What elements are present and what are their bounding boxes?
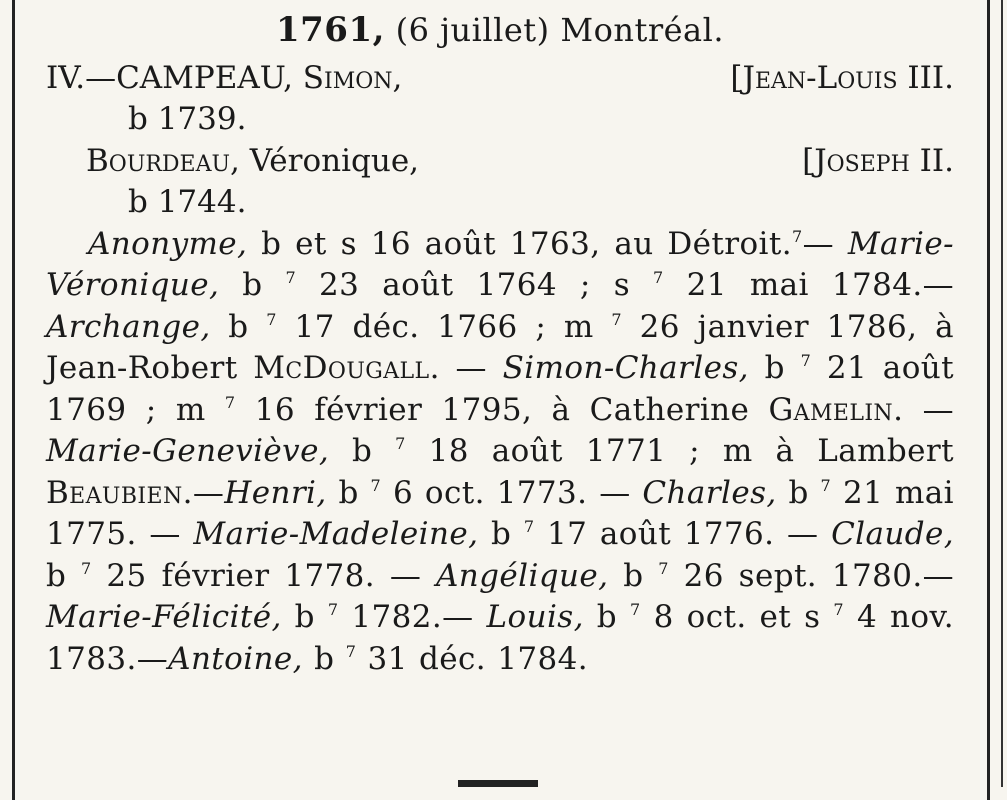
separator: — [192,474,225,511]
wife-name [86,141,419,183]
bottom-rule [458,780,538,787]
child-name: Marie-Madeleine, [193,516,479,552]
child-details: 21 août 1769 ; m [46,350,954,428]
husband-birth: b 1739. [128,101,247,137]
reference-mark: 7 [81,558,92,578]
child-name: Simon-Charles, [502,350,749,386]
reference-mark: 7 [658,558,669,578]
reference-mark: 7 [833,600,844,619]
reference-mark: 7 [395,434,406,453]
reference-mark: 7 [266,309,277,329]
page-edge [1001,0,1003,787]
child-details: 17 déc. 1766 ; m [276,308,612,345]
reference-mark: 7 [653,268,664,287]
heading-date-place: (6 juillet) Montréal. [384,11,725,49]
child-details: 16 février 1795, à Catherine [235,391,769,428]
child-details: 25 février 1778. — [91,557,437,594]
children-paragraph [46,224,954,681]
child-details: b et s 16 août 1763, au Détroit. [247,225,792,262]
child-details: 4 nov. 1783.— [46,599,954,677]
wife-line [46,141,954,183]
entry-heading [46,10,954,52]
wife-surname: Bourdeau, [86,142,240,179]
child-details: 18 août 1771 ; m à Lambert [405,433,954,469]
child-details: b [478,516,524,552]
reference-mark: 7 [820,475,832,495]
reference-mark: 7 [370,475,382,495]
child-details: 21 mai 1775. — [46,474,954,552]
child-name: Claude, [831,516,954,552]
husband-generation-surname: IV.—CAMPEAU, [46,59,303,96]
reference-mark: 7 [285,268,297,287]
child-details: b [329,433,396,469]
husband-line [46,58,954,100]
child-name: Charles, [642,474,777,511]
husband-father: [Jean-Louis III. [730,59,954,96]
spouse-surname: Gamelin. [768,391,904,428]
child-details: b [302,640,346,677]
child-details: 21 mai 1784.— [663,267,954,303]
wife-birth: b 1744. [128,184,247,220]
child-details: 8 oct. et s [640,599,834,635]
child-details: b [46,557,82,594]
husband-name [46,58,402,100]
child-details: b [748,350,801,386]
wife-given-name: Véronique, [239,142,420,179]
child-details: 31 déc. 1784. [356,640,589,677]
reference-mark: 7 [611,309,622,329]
child-details: b [583,599,631,635]
child-name: Anonyme, [88,225,248,262]
child-details: 6 oct. 1773. — [381,474,643,511]
child-name: Archange, [46,308,211,345]
child-details: 26 sept. 1780.— [668,557,954,594]
separator: — [439,350,503,386]
child-details: b [776,474,821,511]
reference-mark: 7 [224,392,236,412]
child-name: Henri, [224,474,327,511]
reference-mark: 7 [523,517,535,536]
separator: — [903,391,954,428]
child-name: Marie-Véronique, [46,225,954,303]
reference-mark: 7 [791,226,803,246]
child-details: b [281,599,328,635]
child-details: 1782.— [338,599,487,635]
reference-mark: 7 [800,351,812,370]
child-details: b [608,557,659,594]
child-details: 17 août 1776. — [534,516,832,552]
husband-given-name: Simon, [302,59,403,96]
wife-father: [Joseph II. [802,142,954,179]
child-name: Marie-Geneviève, [46,433,330,469]
spouse-surname: Beaubien. [46,474,193,511]
child-name: Marie-Félicité, [46,599,282,635]
reference-mark: 7 [345,641,357,661]
child-name: Antoine, [168,640,303,677]
child-name: Angélique, [436,557,609,594]
child-details: 23 août 1764 ; s [296,267,654,303]
reference-mark: 7 [630,600,641,619]
heading-year: 1761, [275,10,385,50]
reference-mark: 7 [327,600,339,619]
child-details: b [210,308,267,345]
marriage-entry [46,10,954,680]
child-name: Louis, [486,599,584,635]
spouse-surname: McDougall. [253,350,440,386]
child-details: 26 janvier 1786, à Jean-Robert [46,308,954,386]
child-details: b [326,474,371,511]
separator: — [802,225,834,262]
child-details: b [219,267,286,303]
